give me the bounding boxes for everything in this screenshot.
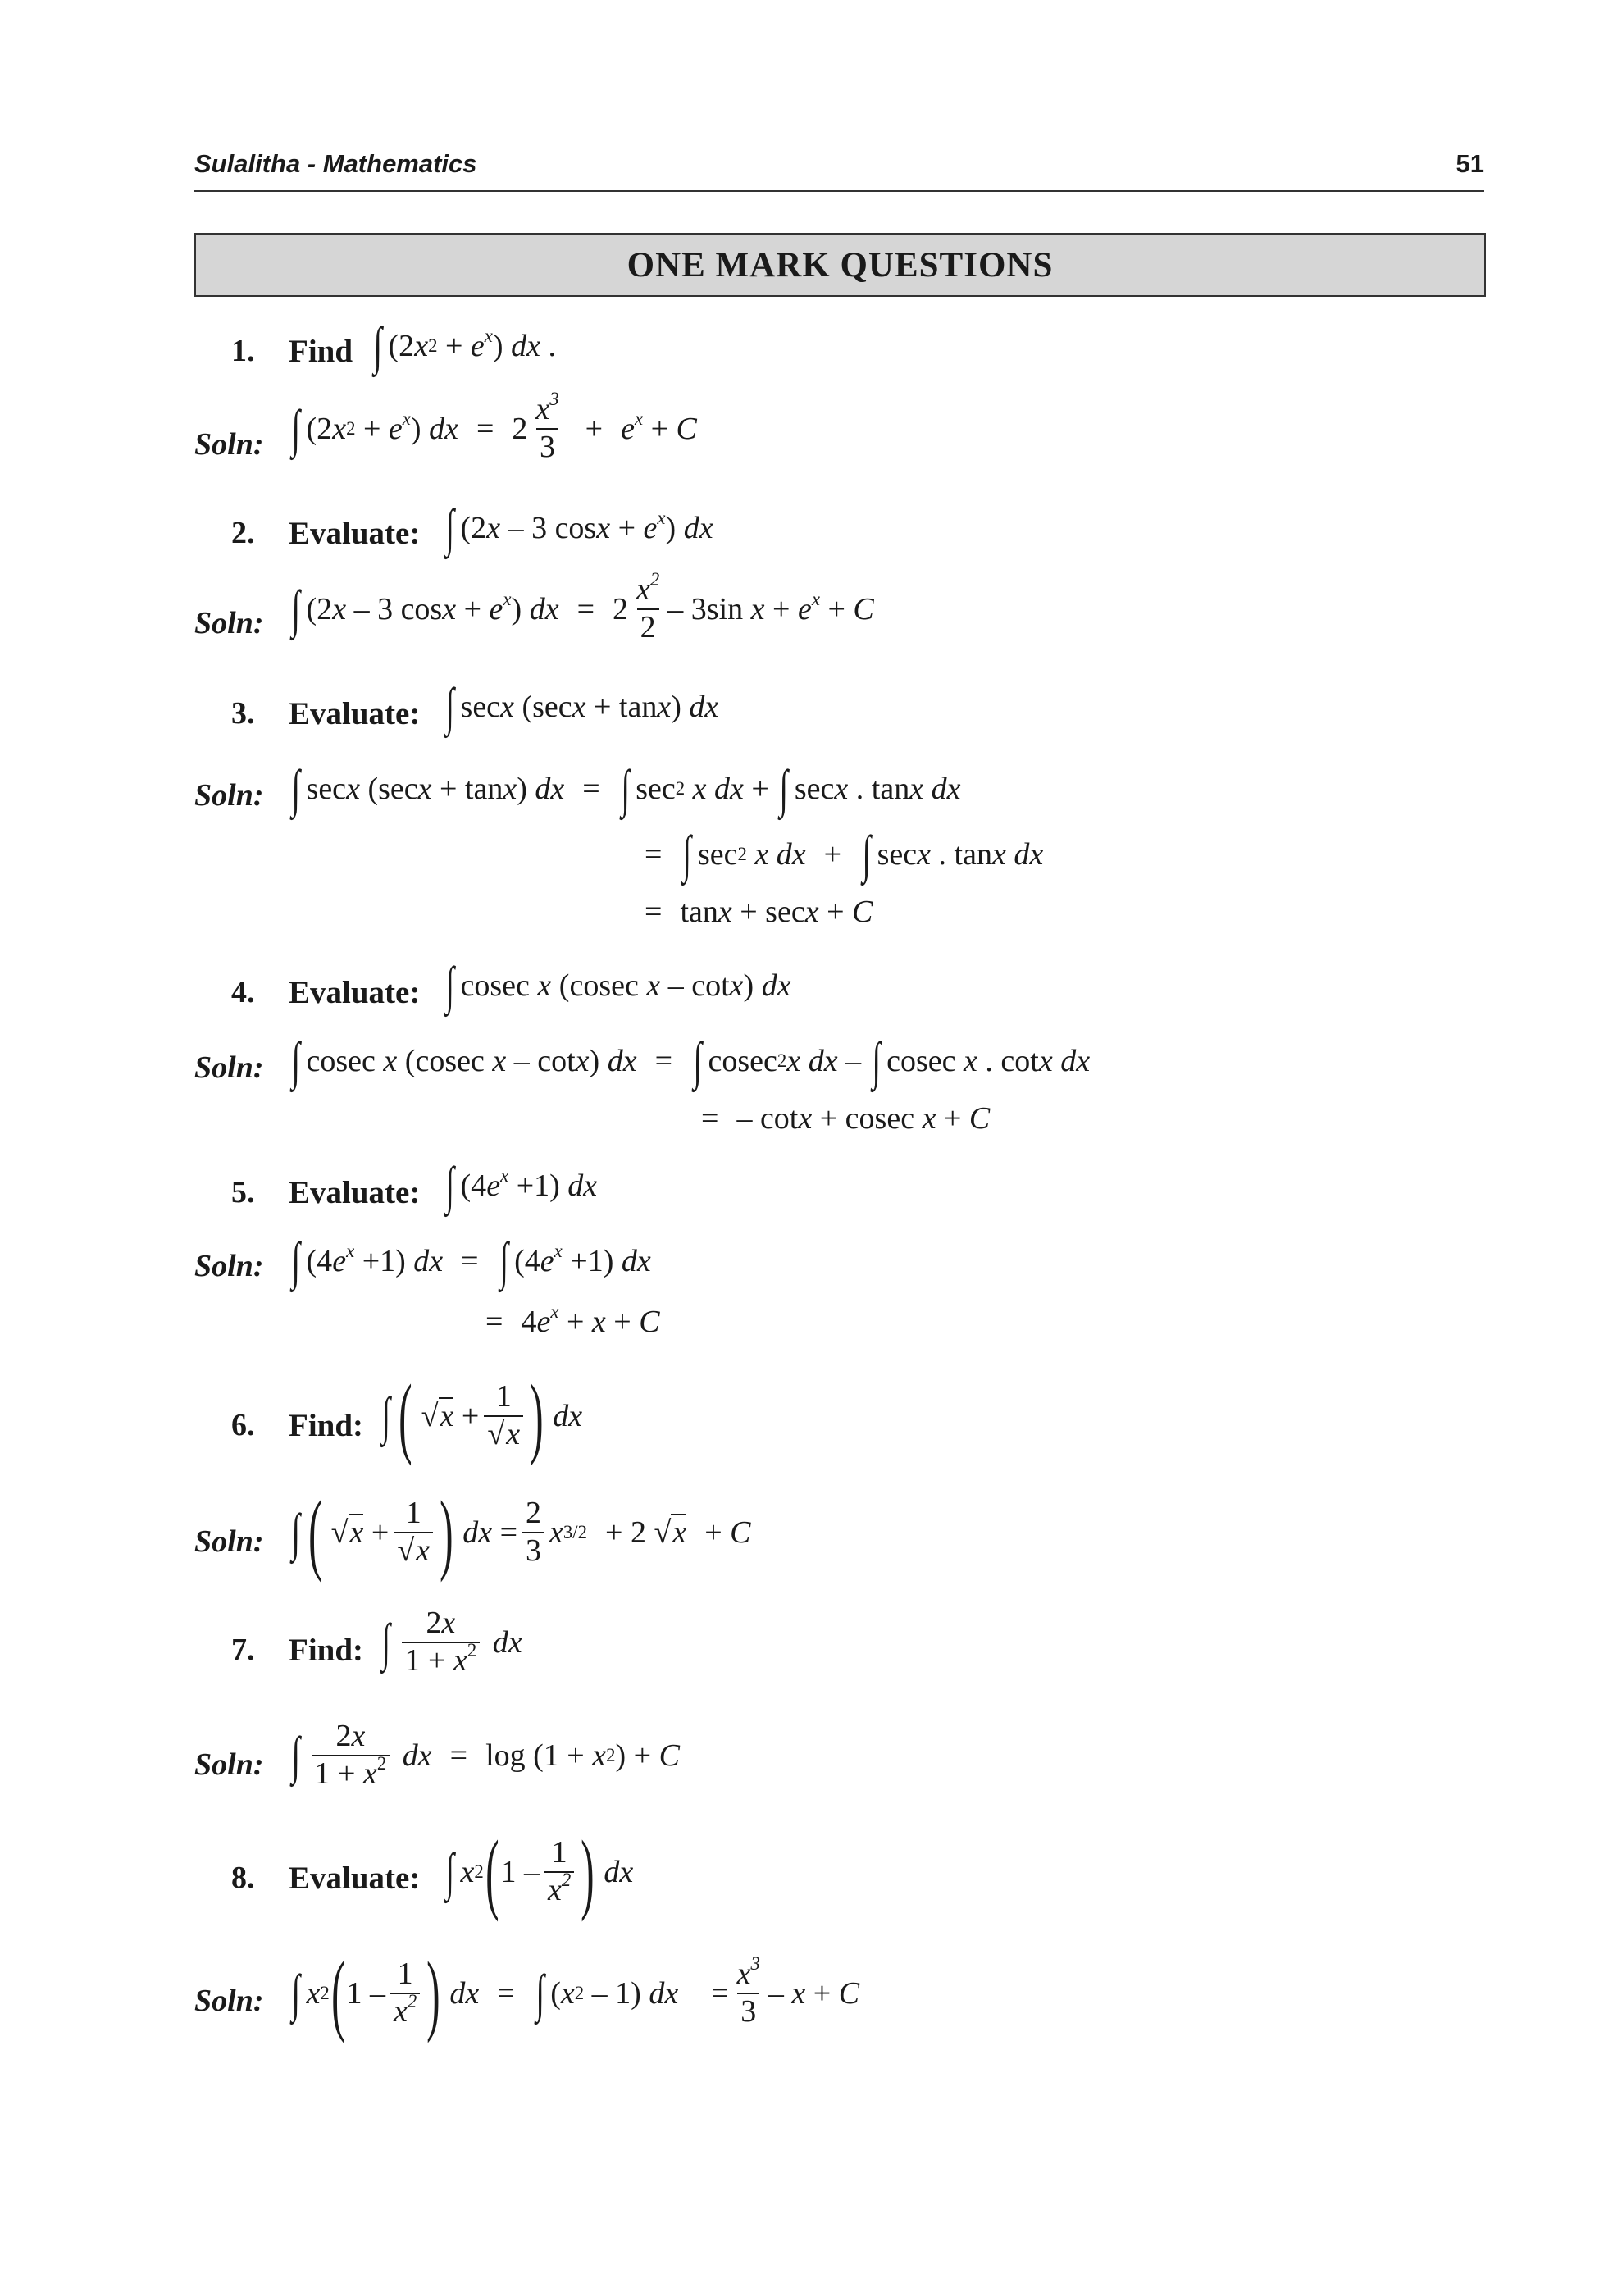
question-8-expression: ∫ x 2 ( 1 – $\frac{1}{x^2}$ ) dx xyxy=(445,1822,634,1922)
solution-5-step-2: = 4 $e^x$ + x + C xyxy=(485,1301,660,1339)
question-1-expression: ∫ (2 x 2 + $e^x$ ) dx . xyxy=(373,317,556,375)
question-number: 1. xyxy=(231,334,255,368)
question-label: Evaluate: xyxy=(289,696,421,731)
question-label: Evaluate: xyxy=(289,1861,421,1896)
question-number: 5. xyxy=(231,1175,255,1210)
page-number: 51 xyxy=(1456,149,1484,178)
soln-label: Soln: xyxy=(194,1524,264,1559)
question-number: 7. xyxy=(231,1633,255,1667)
question-number: 4. xyxy=(231,975,255,1009)
question-label: Evaluate: xyxy=(289,975,421,1010)
question-2-expression: ∫ (2 x – 3 cos x + $e^x$ ) dx xyxy=(445,499,713,557)
solution-8-expression: ∫ x 2 ( 1 – $\frac{1}{x^2}$ ) dx = ∫ ( x 2 – 1) dx = $\frac{x^3}{3}$ – x + C xyxy=(291,1943,860,2043)
question-number: 6. xyxy=(231,1408,255,1442)
book-title: Sulalitha - Mathematics xyxy=(194,149,477,178)
solution-5-expression: ∫ (4 $e^x$ +1) dx = ∫ (4 $e^x$ +1) dx xyxy=(291,1232,651,1290)
solution-4-expression: ∫ cosec x (cosec x – cot x ) dx = ∫ cosec 2 x dx – ∫ cosec x . cot x dx xyxy=(291,1032,1091,1090)
question-number: 8. xyxy=(231,1861,255,1895)
soln-label: Soln: xyxy=(194,427,264,462)
question-7-expression: ∫ $\frac{2x}{1 + x^2}$ dx xyxy=(381,1606,522,1678)
solution-6-expression: ∫ ( √x + $\frac{1}{√x}$ ) dx = $\frac{2}{3}$ x 3/2 + 2 √x + C xyxy=(291,1483,751,1583)
solution-3-step-2: = ∫ sec 2 x dx + ∫ sec x . tan x dx xyxy=(645,825,1044,883)
solution-4-step-2: = – cot x + cosec x + C xyxy=(701,1101,991,1136)
soln-label: Soln: xyxy=(194,1984,264,2018)
soln-label: Soln: xyxy=(194,1050,264,1085)
soln-label: Soln: xyxy=(194,606,264,640)
question-label: Find: xyxy=(289,1633,364,1668)
question-label: Evaluate: xyxy=(289,1175,421,1210)
question-label: Find xyxy=(289,334,353,369)
solution-7-expression: ∫ $\frac{2x}{1 + x^2}$ dx = log (1 + x 2 ) + C xyxy=(291,1719,680,1791)
question-number: 3. xyxy=(231,696,255,731)
soln-label: Soln: xyxy=(194,1249,264,1283)
question-5-expression: ∫ (4 $e^x$ +1) dx xyxy=(445,1156,598,1214)
solution-3-step-3: = tan x + sec x + C xyxy=(645,895,873,929)
section-title: ONE MARK QUESTIONS xyxy=(626,245,1054,285)
solution-3-expression: ∫ sec x (sec x + tan x ) dx = ∫ sec 2 x dx + ∫ sec x . tan x dx xyxy=(291,759,961,818)
question-label: Evaluate: xyxy=(289,516,421,551)
section-banner xyxy=(194,233,1486,297)
page-header xyxy=(194,149,1484,192)
question-label: Find: xyxy=(289,1408,364,1443)
solution-2-expression: ∫ (2 x – 3 cos x + $e^x$ ) dx = 2 $\frac{x^2}{2}$ – 3sin x + $e^x$ + C xyxy=(291,568,874,645)
soln-label: Soln: xyxy=(194,778,264,813)
question-number: 2. xyxy=(231,516,255,550)
question-6-expression: ∫ ( √x + $\frac{1}{√x}$ ) dx xyxy=(381,1366,583,1466)
question-4-expression: ∫ cosec x (cosec x – cot x ) dx xyxy=(445,956,791,1014)
question-3-expression: ∫ sec x (sec x + tan x ) dx xyxy=(445,677,719,736)
solution-1-expression: ∫ (2 x 2 + $e^x$ ) dx = 2 $\frac{x^3}{3}$ + $e^x$ + C xyxy=(291,388,697,464)
soln-label: Soln: xyxy=(194,1747,264,1782)
